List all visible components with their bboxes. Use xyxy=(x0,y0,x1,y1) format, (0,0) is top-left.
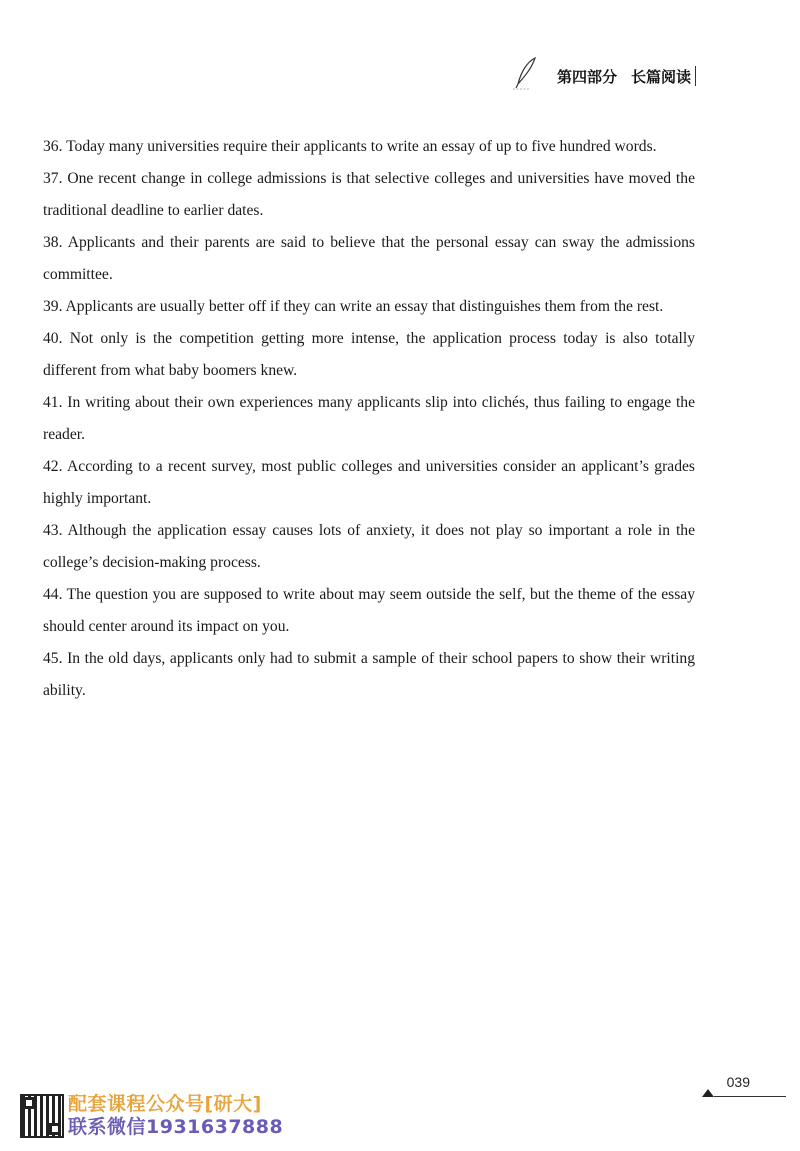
question-39: 39. Applicants are usually better off if they can write an essay that distinguishes them from the rest. xyxy=(43,298,664,315)
question-36: 36. Today many universities require their applicants to write an essay of up to five hundred words. xyxy=(43,138,657,155)
question-37: 37. One recent change in college admissions is that selective colleges and universities have moved the traditional deadline to earlier dates. xyxy=(43,170,695,219)
question-41: 41. In writing about their own experiences many applicants slip into clichés, thus failing to engage the reader. xyxy=(43,394,695,443)
question-38: 38. Applicants and their parents are said to believe that the personal essay can sway the admissions committee. xyxy=(43,234,695,283)
question-44: 44. The question you are supposed to write about may seem outside the self, but the theme of the essay should center around its impact on you. xyxy=(43,586,695,635)
page-marker-triangle-icon xyxy=(702,1089,714,1097)
question-43: 43. Although the application essay causes lots of anxiety, it does not play so important a role in the college’s decision-making process. xyxy=(43,522,695,571)
question-list xyxy=(43,131,695,707)
promo-watermark xyxy=(68,1093,283,1139)
section-title: 长篇阅读 xyxy=(630,67,691,86)
qr-code-icon xyxy=(20,1094,64,1138)
page-header xyxy=(513,62,696,90)
question-45: 45. In the old days, applicants only had to submit a sample of their school papers to show their writing ability. xyxy=(43,650,695,699)
question-40: 40. Not only is the competition getting more intense, the application process today is also totally different from what baby boomers knew. xyxy=(43,330,695,379)
page-number-rule xyxy=(714,1096,786,1097)
promo-line-2: 联系微信1931637888 xyxy=(68,1116,284,1138)
page-number: 039 xyxy=(726,1074,750,1090)
promo-line-1: 配套课程公众号[研大] xyxy=(68,1093,262,1115)
section-label: 第四部分 xyxy=(556,67,617,86)
feather-pen-icon xyxy=(513,56,541,90)
question-42: 42. According to a recent survey, most public colleges and universities consider an applicant’s grades highly important. xyxy=(43,458,695,507)
header-divider xyxy=(695,66,696,86)
